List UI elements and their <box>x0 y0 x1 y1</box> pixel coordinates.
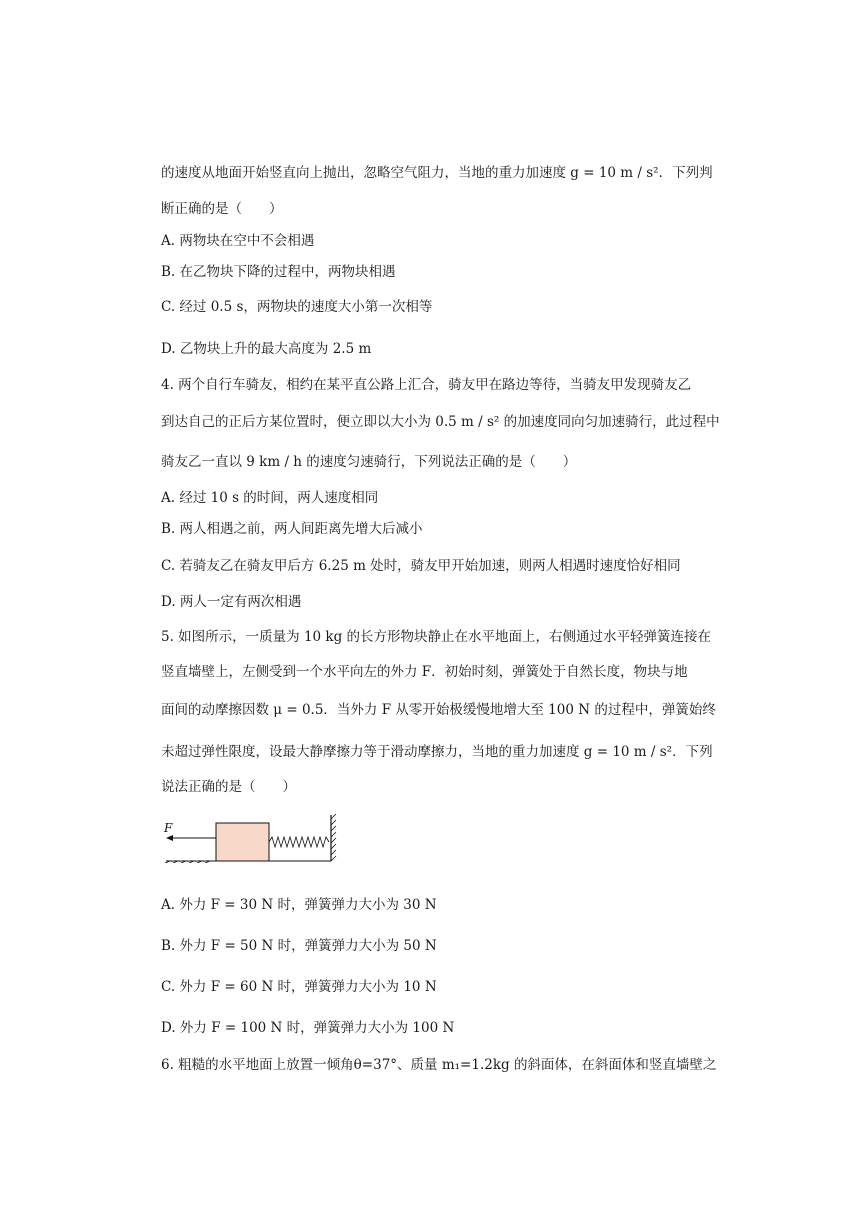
force-label: F <box>164 821 173 835</box>
option-c: C. 外力 F = 60 N 时，弹簧弹力大小为 10 N <box>161 979 437 995</box>
text-line: 到达自己的正后方某位置时，便立即以大小为 0.5 m / s² 的加速度同向匀加速骑行，此过程中 <box>161 414 720 430</box>
question-5: 5. 如图所示，一质量为 10 kg 的长方形物块静止在水平地面上，右侧通过水平轻弹簧连接在 <box>161 629 712 645</box>
option-a: A. 经过 10 s 的时间，两人速度相同 <box>161 490 379 506</box>
text-line: 说法正确的是（ ） <box>161 779 296 795</box>
option-d: D. 乙物块上升的最大高度为 2.5 m <box>161 341 372 357</box>
arrow-head <box>166 835 173 841</box>
option-a: A. 外力 F = 30 N 时，弹簧弹力大小为 30 N <box>161 897 437 913</box>
option-c: C. 若骑友乙在骑友甲后方 6.25 m 处时，骑友甲开始加速，则两人相遇时速度恰好相同 <box>161 558 681 574</box>
option-b: B. 两人相遇之前，两人间距离先增大后减小 <box>161 521 423 537</box>
text-line: 骑友乙一直以 9 km / h 的速度匀速骑行，下列说法正确的是（ ） <box>161 454 577 470</box>
text-line: 未超过弹性限度，设最大静摩擦力等于滑动摩擦力，当地的重力加速度 g = 10 m / s²．下列 <box>161 744 713 760</box>
question-4: 4. 两个自行车骑友，相约在某平直公路上汇合，骑友甲在路边等待，当骑友甲发现骑友乙 <box>161 377 692 393</box>
wall-hatch <box>331 814 336 861</box>
text-line: 的速度从地面开始竖直向上抛出，忽略空气阻力，当地的重力加速度 g = 10 m / s²．下列判 <box>161 165 713 181</box>
option-b: B. 在乙物块下降的过程中，两物块相遇 <box>161 264 396 280</box>
block-spring-diagram <box>160 813 340 863</box>
text-line: 竖直墙壁上，左侧受到一个水平向左的外力 F．初始时刻，弹簧处于自然长度，物块与地 <box>161 664 688 680</box>
option-d: D. 外力 F = 100 N 时，弹簧弹力大小为 100 N <box>161 1020 455 1036</box>
spring <box>269 837 329 847</box>
option-d: D. 两人一定有两次相遇 <box>161 594 302 610</box>
option-b: B. 外力 F = 50 N 时，弹簧弹力大小为 50 N <box>161 938 437 954</box>
text-line: 面间的动摩擦因数 μ = 0.5．当外力 F 从零开始极缓慢地增大至 100 N 的过程中，弹簧始终 <box>161 702 716 718</box>
option-a: A. 两物块在空中不会相遇 <box>161 233 315 249</box>
question-6: 6. 粗糙的水平地面上放置一倾角θ=37°、质量 m₁=1.2kg 的斜面体，在斜面体和竖直墙壁之 <box>161 1057 717 1073</box>
option-c: C. 经过 0.5 s，两物块的速度大小第一次相等 <box>161 299 433 315</box>
text-line: 断正确的是（ ） <box>161 201 283 217</box>
block <box>216 823 269 861</box>
